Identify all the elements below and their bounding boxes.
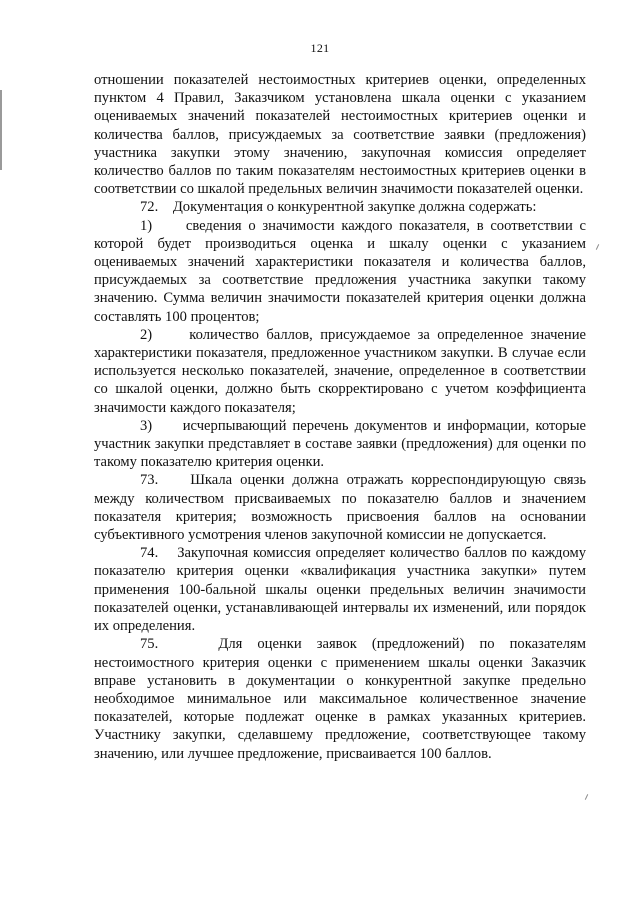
- scan-mark: [596, 244, 599, 250]
- paragraph-72: 72. Документация о конкурентной закупке должна содержать:: [140, 199, 537, 216]
- paragraph-75: 75. Для оценки заявок (предложений) по показателям нестоимостного критерия оценки с применением шкалы оценки Заказчик вправе установить в документации о конкурентной закупке предельно необходимое минимальное или максимальное количественное значение показателей, которые подлежат оценке в рамках указанных критериев. Участнику закупки, сделавшему предложение, соответствующее такому значению, или лучшее предложение, присваивается 100 баллов.: [94, 636, 586, 762]
- paragraph-72-item-3: 3) исчерпывающий перечень документов и информации, которые участник закупки представляет в составе заявки (предложения) для оценки по такому показателю критерия оценки.: [94, 417, 586, 471]
- paragraph-73: 73. Шкала оценки должна отражать корреспондирующую связь между количеством присваиваемых по показателю баллов и значением показателя критерия; возможность присвоения баллов на основании субъективного усмотрения членов закупочной комиссии не допускается.: [94, 472, 586, 544]
- paragraph-74: 74. Закупочная комиссия определяет количество баллов по каждому показателю критерия оценки «квалификация участника закупки» путем применения 100-бальной шкалы оценки предельных величин значимости показателей оценки, устанавливающей интервалы их изменений, или порядок их определения.: [94, 545, 586, 635]
- paragraph-intro: отношении показателей нестоимостных критериев оценки, определенных пунктом 4 Правил, Заказчиком установлена шкала оценки с указанием оцениваемых значений показателей нестоимостных критериев оценки и количества баллов, присуждаемых за соответствие заявки (предложения) участника закупки этому значению, закупочная комиссия определяет количество баллов по таким показателям нестоимостных критериев оценки в соответствии со шкалой предельных величин значимости показателей оценки.: [94, 72, 586, 198]
- scan-left-edge: [0, 90, 2, 170]
- paragraph-72-item-1: 1) сведения о значимости каждого показателя, в соответствии с которой будет производиться оценка и шкалу оценки с указанием оцениваемых значений характеристики показателя и количества баллов, присуждаемых за соответствие предложения участника закупки такому значению. Сумма величин значимости показателей критерия оценки должна составлять 100 процентов;: [94, 217, 586, 325]
- paragraph-72-item-2: 2) количество баллов, присуждаемое за определенное значение характеристики показателя, предложенное участником закупки. В случае если используется несколько показателей, значение, определенное в соответствии со шкалой оценки, должно быть скорректировано с учетом коэффициента значимости каждого показателя;: [94, 326, 586, 416]
- scan-mark: [585, 794, 588, 800]
- page-number: 121: [310, 41, 330, 55]
- document-body: [94, 71, 586, 763]
